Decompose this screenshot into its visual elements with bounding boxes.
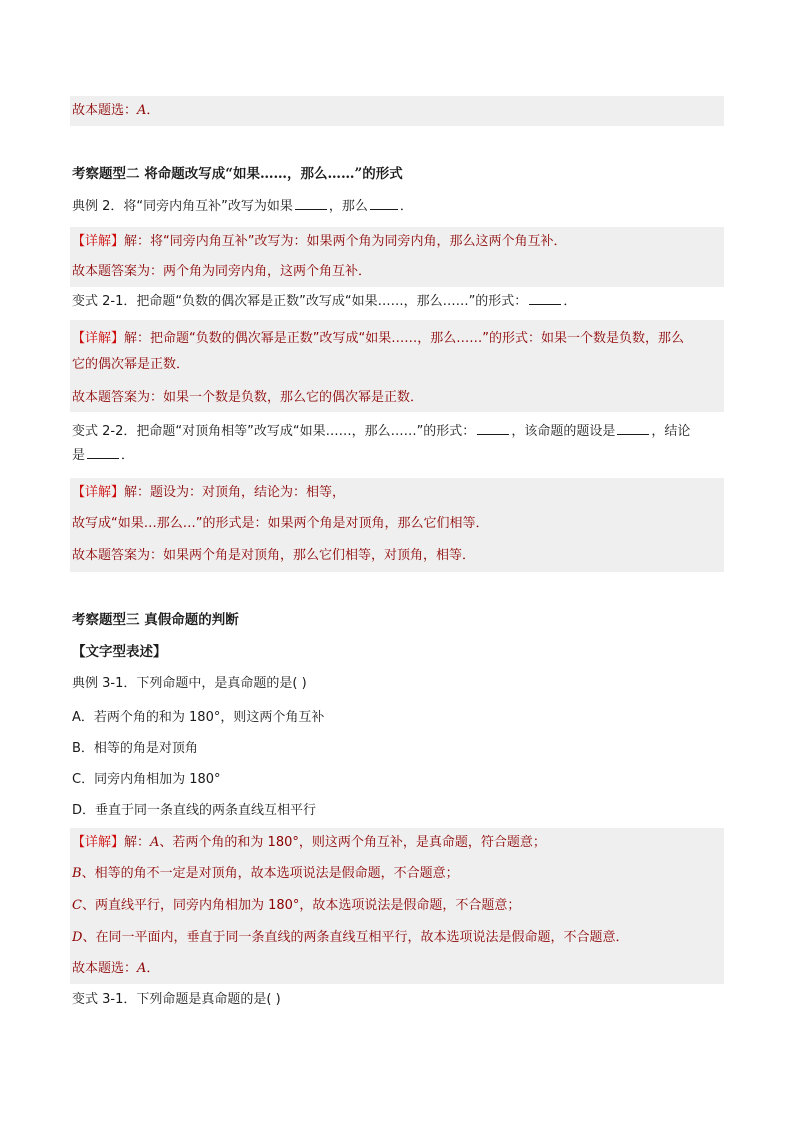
detail-line: 故写成“如果…那么…”的形式是：如果两个角是对顶角，那么它们相等． (70, 508, 724, 540)
detail-text: 解：题设为：对顶角，结论为：相等， (124, 485, 346, 500)
detail-letter: D (72, 930, 83, 945)
detail-text: 、相等的角不一定是对顶角，故本选项说法是假命题，不合题意； (81, 866, 459, 881)
detail-line (70, 922, 724, 954)
example-text-b: ，那么 (328, 199, 368, 214)
answer-blank (87, 446, 119, 459)
variant-text-c: ，结论 (651, 424, 691, 439)
section-title: 考察题型三 真假命题的判断 (72, 612, 239, 628)
detail-line (70, 890, 724, 922)
detail-row-1 (72, 326, 724, 352)
variant-question (70, 420, 724, 468)
detail-letter: C (72, 898, 82, 913)
detail-block (70, 320, 724, 384)
answer-blank (529, 292, 561, 305)
variant-text-b: ． (563, 294, 577, 309)
detail-label: 【详解】 (72, 234, 125, 249)
variant-text-b: ，该命题的题设是 (511, 424, 616, 439)
answer-end: ． (146, 103, 160, 118)
detail-line (70, 478, 724, 508)
example-text-a: 典例 2．将“同旁内角互补”改写为如果 (72, 199, 293, 214)
example-question (70, 197, 724, 217)
detail-text: 、若两个角的和为 180°，则这两个角互补，是真命题，符合题意； (159, 835, 546, 850)
detail-letter: A (150, 835, 160, 850)
answer-line: 故本题答案为：如果一个数是负数，那么它的偶次幂是正数． (70, 384, 724, 412)
example-text-c: ． (399, 199, 413, 214)
variant-row-1 (72, 420, 724, 444)
detail-label: 【详解】 (72, 331, 125, 346)
answer-text: 故本题选： (72, 103, 138, 118)
variant-row-2 (72, 444, 724, 468)
answer-blank (617, 422, 649, 435)
detail-row-2: 它的偶次幂是正数． (72, 357, 190, 372)
section-subtitle: 【文字型表述】 (72, 644, 167, 660)
answer-text: 故本题选： (72, 961, 138, 976)
variant-text-d: 是 (72, 448, 86, 463)
variant-question (70, 292, 724, 312)
example-question: 典例 3-1．下列命题中，是真命题的是( ) (72, 676, 307, 691)
variant-text-a: 变式 2-1．把命题“负数的偶次幂是正数”改写成“如果……，那么……”的形式： (72, 294, 528, 309)
detail-line (70, 227, 724, 257)
detail-text: 、在同一平面内，垂直于同一条直线的两条直线互相平行，故本选项说法是假命题，不合题意． (82, 930, 629, 945)
detail-label: 【详解】 (72, 835, 125, 850)
answer-line: 故本题答案为：如果两个角是对顶角，那么它们相等，对顶角，相等． (70, 540, 724, 572)
detail-pre: 解： (124, 835, 151, 850)
detail-text: 、两直线平行，同旁内角相加为 180°，故本选项说法是假命题，不合题意； (81, 898, 521, 913)
answer-blank (477, 422, 509, 435)
detail-line (70, 858, 724, 890)
answer-letter: A (137, 961, 147, 976)
answer-blank (370, 197, 398, 210)
answer-line (70, 96, 724, 126)
answer-letter: A (137, 103, 147, 118)
section-title: 考察题型二 将命题改写成“如果……，那么……”的形式 (72, 166, 403, 182)
answer-line: 故本题答案为：两个角为同旁内角，这两个角互补． (70, 257, 724, 287)
variant-text-e: ． (121, 448, 135, 463)
option-a: A．若两个角的和为 180°，则这两个角互补 (72, 710, 325, 725)
option-d: D．垂直于同一条直线的两条直线互相平行 (72, 803, 317, 818)
answer-line (70, 954, 724, 984)
variant-text-a: 变式 2-2．把命题“对顶角相等”改写成“如果……，那么……”的形式： (72, 424, 476, 439)
option-c: C．同旁内角相加为 180° (72, 772, 221, 787)
detail-letter: B (72, 866, 82, 881)
detail-line (70, 828, 724, 858)
option-b: B．相等的角是对顶角 (72, 741, 198, 756)
answer-end: ． (146, 961, 160, 976)
detail-label: 【详解】 (72, 485, 125, 500)
variant-question: 变式 3-1．下列命题是真命题的是( ) (72, 992, 281, 1007)
answer-blank (295, 197, 327, 210)
detail-text: 解：将“同旁内角互补”改写为：如果两个角为同旁内角，那么这两个角互补． (124, 234, 567, 249)
detail-text: 解：把命题“负数的偶次幂是正数”改写成“如果……，那么……”的形式：如果一个数是负数，那么 (124, 331, 684, 346)
